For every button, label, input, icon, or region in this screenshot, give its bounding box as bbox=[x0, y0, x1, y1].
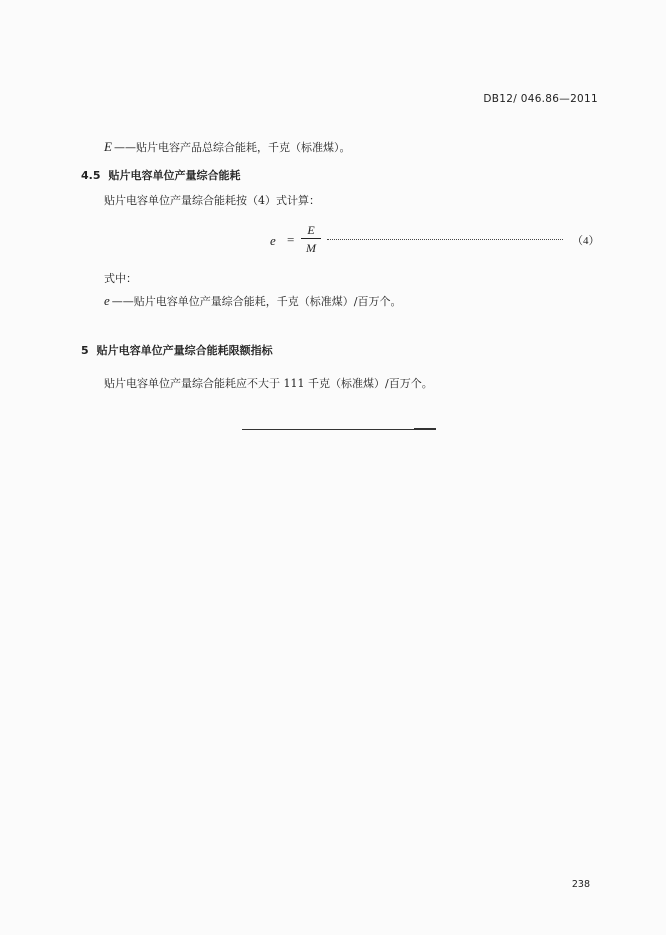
definition-symbol: E bbox=[104, 139, 112, 154]
standard-code: DB12/ 046.86—2011 bbox=[483, 93, 598, 105]
end-rule bbox=[242, 429, 436, 430]
definition-E bbox=[104, 139, 350, 155]
page-number: 238 bbox=[571, 879, 590, 890]
definition-e bbox=[104, 293, 402, 309]
formula-equals: = bbox=[287, 232, 295, 247]
where-label: 式中： bbox=[104, 272, 137, 285]
formula-denominator: M bbox=[306, 241, 316, 255]
section-title: 贴片电容单位产量综合能耗限额指标 bbox=[96, 344, 273, 357]
equation-number: （4） bbox=[572, 235, 600, 247]
end-rule-accent bbox=[414, 428, 436, 430]
section-5-body: 贴片电容单位产量综合能耗应不大于 111 千克（标准煤）/百万个。 bbox=[104, 377, 433, 390]
definition-text: ——贴片电容单位产量综合能耗，千克（标准煤）/百万个。 bbox=[111, 295, 402, 308]
formula-fraction bbox=[301, 222, 321, 256]
section-heading-4-5 bbox=[81, 167, 241, 183]
section-number: 4.5 bbox=[81, 169, 101, 182]
formula-lhs: e bbox=[270, 233, 276, 248]
formula-intro: 贴片电容单位产量综合能耗按（4）式计算： bbox=[104, 194, 320, 207]
formula-numerator: E bbox=[307, 223, 315, 237]
formula-4 bbox=[270, 222, 600, 258]
definition-text: ——贴片电容产品总综合能耗，千克（标准煤）。 bbox=[113, 141, 351, 154]
section-number: 5 bbox=[81, 344, 89, 357]
section-heading-5 bbox=[81, 342, 273, 358]
definition-symbol: e bbox=[104, 293, 110, 308]
section-title: 贴片电容单位产量综合能耗 bbox=[108, 169, 241, 182]
fraction-bar bbox=[301, 238, 321, 239]
dot-leader bbox=[327, 235, 563, 240]
